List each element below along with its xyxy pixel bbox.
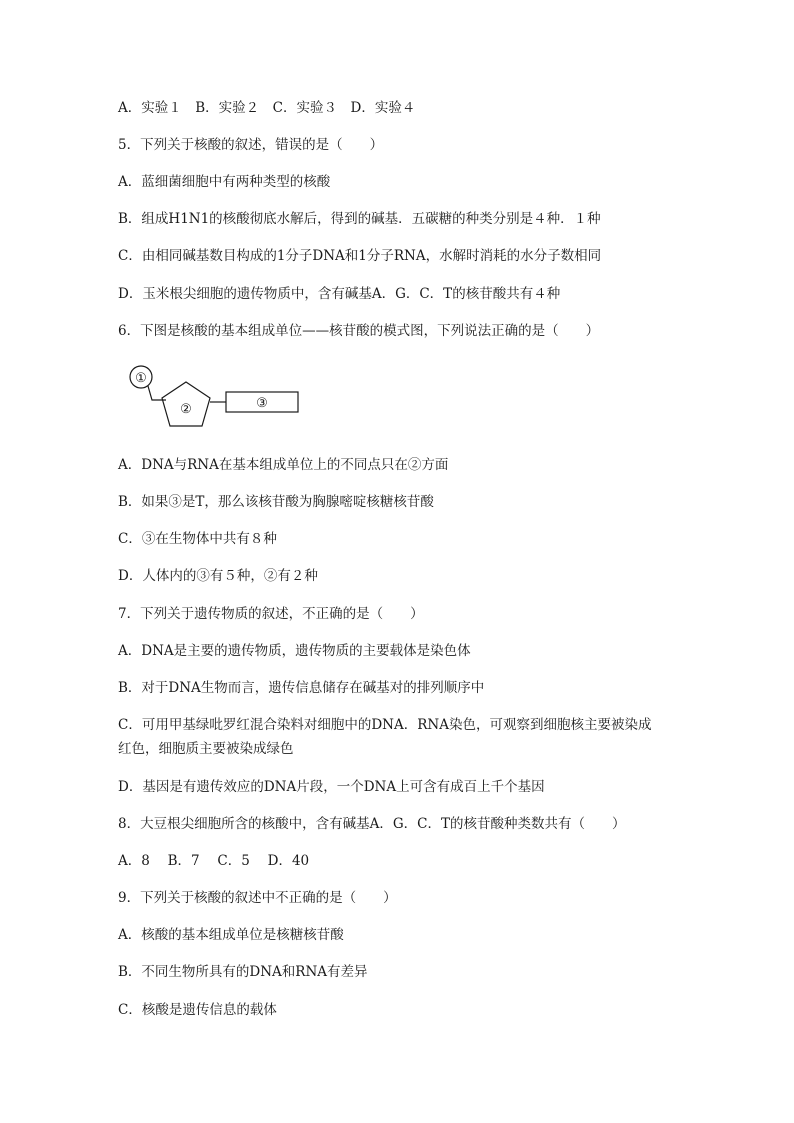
q7-option-b: B．对于DNA生物而言，遗传信息储存在碱基对的排列顺序中 <box>118 680 485 696</box>
q9-stem: 9．下列关于核酸的叙述中不正确的是（ ） <box>118 890 397 906</box>
phosphate-bond <box>148 386 166 400</box>
q5-option-d: D．玉米根尖细胞的遗传物质中，含有碱基A．G．C．T的核苷酸共有４种 <box>118 286 561 302</box>
base-label: ③ <box>256 396 268 411</box>
q6-option-d: D．人体内的③有５种，②有２种 <box>118 568 318 584</box>
q7-stem: 7．下列关于遗传物质的叙述，不正确的是（ ） <box>118 606 424 622</box>
q7-option-a: A．DNA是主要的遗传物质，遗传物质的主要载体是染色体 <box>118 643 471 659</box>
q7-option-d: D．基因是有遗传效应的DNA片段，一个DNA上可含有成百上千个基因 <box>118 779 545 795</box>
q5-option-c: C．由相同碱基数目构成的1分子DNA和1分子RNA，水解时消耗的水分子数相同 <box>118 248 602 264</box>
q8-options: A．8 B．7 C．5 D．40 <box>118 853 310 869</box>
nucleotide-diagram <box>122 362 312 434</box>
q7-option-c: C．可用甲基绿吡罗红混合染料对细胞中的DNA．RNA染色，可观察到细胞核主要被染成 <box>118 717 652 733</box>
q9-option-b: B．不同生物所具有的DNA和RNA有差异 <box>118 964 368 980</box>
q7-option-c-cont: 红色，细胞质主要被染成绿色 <box>118 741 294 757</box>
q5-stem: 5．下列关于核酸的叙述，错误的是（ ） <box>118 137 384 153</box>
q8-stem: 8．大豆根尖细胞所含的核酸中，含有碱基A．G．C．T的核苷酸种类数共有（ ） <box>118 816 626 832</box>
phosphate-label: ① <box>135 371 147 386</box>
q6-stem: 6．下图是核酸的基本组成单位——核苷酸的模式图，下列说法正确的是（ ） <box>118 323 600 339</box>
pentose-label: ② <box>180 402 192 417</box>
q6-option-b: B．如果③是T，那么该核苷酸为胸腺嘧啶核糖核苷酸 <box>118 494 434 510</box>
q6-option-c: C．③在生物体中共有８种 <box>118 531 277 547</box>
q6-option-a: A．DNA与RNA在基本组成单位上的不同点只在②方面 <box>118 457 449 473</box>
q4-options: A．实验１ B．实验２ C．实验３ D．实验４ <box>118 100 416 116</box>
q9-option-a: A．核酸的基本组成单位是核糖核苷酸 <box>118 927 344 943</box>
q9-option-c: C．核酸是遗传信息的载体 <box>118 1002 277 1018</box>
q5-option-a: A．蓝细菌细胞中有两种类型的核酸 <box>118 174 331 190</box>
q5-option-b: B．组成H1N1的核酸彻底水解后，得到的碱基．五碳糖的种类分别是４种．１种 <box>118 211 601 227</box>
